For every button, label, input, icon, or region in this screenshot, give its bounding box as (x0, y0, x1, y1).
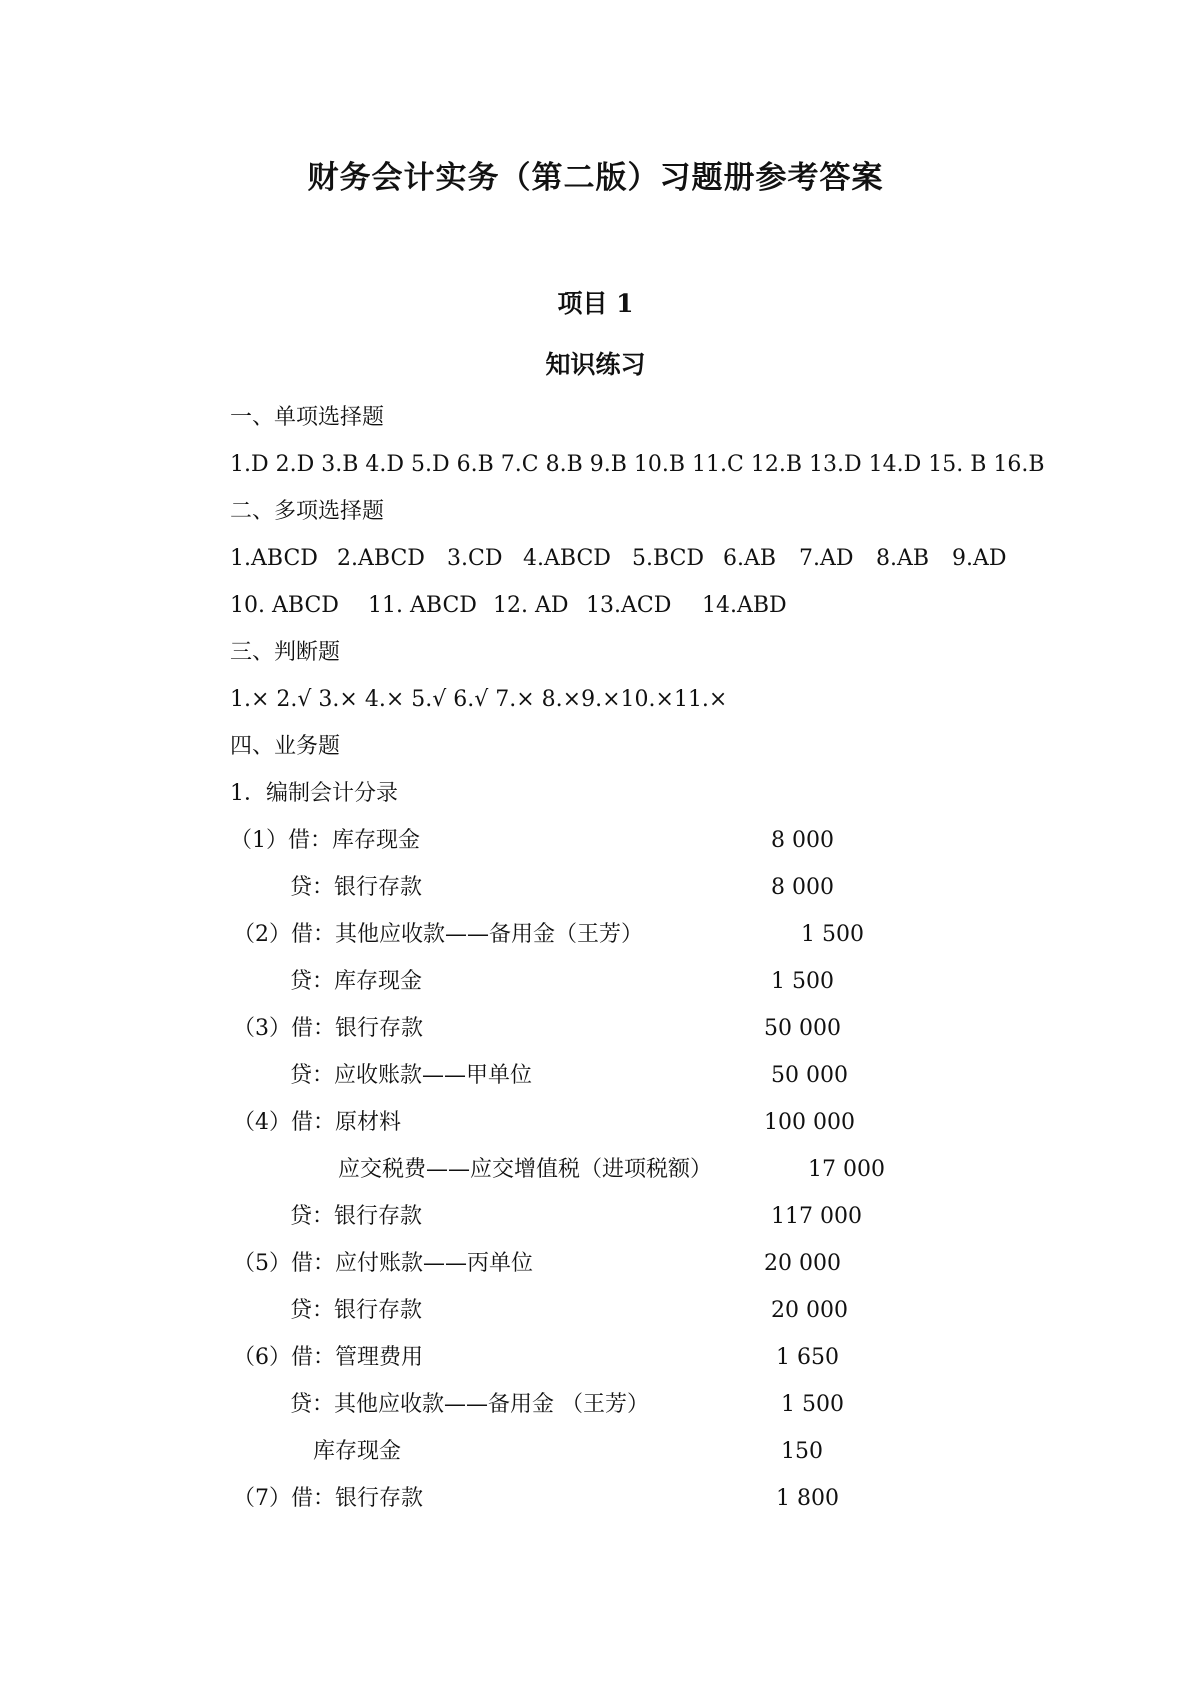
answer-item: 5.BCD (632, 546, 705, 571)
section-subtitle: 知识练习 (545, 350, 646, 379)
business-heading: 四、业务题 (230, 734, 341, 759)
answer-item: 6.AB (723, 546, 777, 571)
entry-amount: 50 000 (764, 1016, 841, 1041)
answer-item: 14.ABD (702, 593, 787, 618)
entry-label: 贷：其他应收款——备用金 （王芳） (290, 1392, 649, 1417)
entry-label: （7）借：银行存款 (233, 1486, 423, 1511)
entry-amount: 1 500 (771, 969, 834, 994)
entry-amount: 20 000 (764, 1251, 841, 1276)
entry-label: （6）借：管理费用 (233, 1345, 423, 1370)
answer-item: 2.ABCD (337, 546, 425, 571)
project-heading: 项目 1 (557, 289, 634, 318)
answer-item: 12. AD (493, 593, 569, 618)
entry-label: （1）借：库存现金 (230, 828, 420, 853)
entry-amount: 1 650 (776, 1345, 839, 1370)
entry-amount: 117 000 (771, 1204, 862, 1229)
answer-item: 1.ABCD (230, 546, 318, 571)
entry-label: 贷：库存现金 (290, 969, 423, 994)
multiple-choice-answers-row-2 (0, 591, 1191, 621)
entry-label: 应交税费——应交增值税（进项税额） (338, 1157, 713, 1182)
single-choice-answers: 1.D 2.D 3.B 4.D 5.D 6.B 7.C 8.B 9.B 10.B 11.C 12.B 13.D 14.D 15. B 16.B (230, 452, 1045, 477)
entry-label: 贷：应收账款——甲单位 (290, 1063, 533, 1088)
entry-amount: 8 000 (771, 828, 834, 853)
entry-label: （5）借：应付账款——丙单位 (233, 1251, 533, 1276)
answer-item: 9.AD (952, 546, 1007, 571)
entry-label: （2）借：其他应收款——备用金（王芳） (233, 922, 643, 947)
entry-amount: 50 000 (771, 1063, 848, 1088)
single-choice-heading: 一、单项选择题 (230, 405, 385, 430)
entry-amount: 17 000 (808, 1157, 885, 1182)
true-false-answers: 1.× 2.√ 3.× 4.× 5.√ 6.√ 7.× 8.×9.×10.×11.× (230, 687, 728, 712)
entry-amount: 100 000 (764, 1110, 855, 1135)
answer-item: 3.CD (447, 546, 503, 571)
document-title: 财务会计实务（第二版）习题册参考答案 (307, 160, 884, 196)
entry-amount: 1 500 (801, 922, 864, 947)
entry-amount: 20 000 (771, 1298, 848, 1323)
entry-label: （3）借：银行存款 (233, 1016, 423, 1041)
answer-item: 13.ACD (586, 593, 672, 618)
entry-amount: 150 (781, 1439, 823, 1464)
entry-amount: 1 500 (781, 1392, 844, 1417)
answer-item: 4.ABCD (523, 546, 611, 571)
true-false-heading: 三、判断题 (230, 640, 341, 665)
business-task: 1．编制会计分录 (230, 781, 398, 806)
entry-label: 贷：银行存款 (290, 1204, 423, 1229)
entry-amount: 1 800 (776, 1486, 839, 1511)
multiple-choice-answers-row-1 (0, 544, 1191, 574)
entry-label: 库存现金 (313, 1439, 402, 1464)
answer-item: 11. ABCD (368, 593, 477, 618)
answer-item: 10. ABCD (230, 593, 339, 618)
answer-item: 7.AD (799, 546, 854, 571)
multiple-choice-heading: 二、多项选择题 (230, 499, 385, 524)
entry-amount: 8 000 (771, 875, 834, 900)
entry-label: （4）借：原材料 (233, 1110, 401, 1135)
entry-label: 贷：银行存款 (290, 1298, 423, 1323)
answer-item: 8.AB (876, 546, 930, 571)
entry-label: 贷：银行存款 (290, 875, 423, 900)
